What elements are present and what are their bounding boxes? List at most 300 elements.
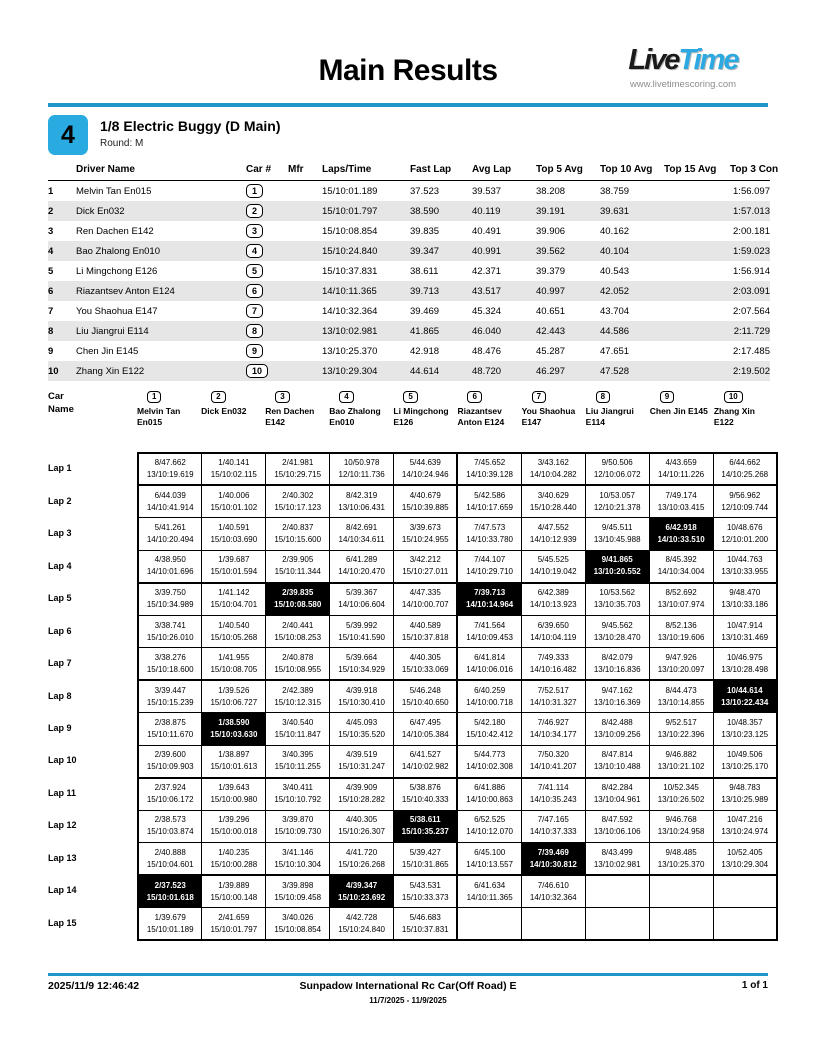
lap-cell: [394, 843, 458, 875]
lap-cell-time: 4/39.519: [346, 750, 378, 760]
lap-cell: [649, 583, 713, 615]
lap-cell-time: 7/44.107: [474, 555, 506, 565]
car-number-badge: 3: [275, 391, 289, 403]
lap-cell: [649, 485, 713, 517]
car-driver-name: Li Mingchong E126: [393, 406, 449, 427]
lap-cell: [521, 810, 585, 842]
lap-cell-time: 9/45.562: [601, 620, 633, 630]
lap-cell: [457, 485, 521, 517]
lap-cell-total: 15/10:08.580: [274, 600, 322, 610]
lap-cell-total: 15/10:08.705: [210, 664, 258, 674]
lap-cell: [521, 615, 585, 647]
lap-cell-time: 1/39.526: [218, 685, 250, 695]
lap-cell-total: 15/10:15.239: [146, 697, 194, 707]
lap-cell-time: 10/52.405: [726, 847, 763, 857]
lap-cell-time: 4/41.720: [346, 847, 378, 857]
laps-time-cell: 15/10:01.797: [322, 205, 378, 217]
lap-cell-total: 13/10:23.125: [721, 729, 769, 739]
lap-cell-total: 15/10:04.601: [146, 859, 194, 869]
result-row: [48, 281, 770, 301]
lap-cell: [649, 713, 713, 745]
lap-cell: [713, 453, 777, 485]
lap-label: Lap 3: [48, 528, 72, 539]
lap-cell: [521, 550, 585, 582]
top10-avg-cell: 40.543: [600, 265, 630, 277]
lap-cell-time: 1/40.591: [218, 523, 250, 533]
lap-cell: [585, 843, 649, 875]
lap-cell-total: 14/10:05.384: [401, 729, 449, 739]
lap-cell-time: 8/42.691: [346, 523, 378, 533]
lap-cell-time: 6/47.495: [409, 717, 441, 727]
top10-avg-cell: 40.162: [600, 225, 630, 237]
lap-cell: [330, 583, 394, 615]
lap-cell-time: 6/44.039: [154, 490, 186, 500]
top5-avg-cell: 39.906: [536, 225, 566, 237]
mfr-cell: [288, 341, 322, 361]
lap-cell-time: 1/40.540: [218, 620, 250, 630]
result-row: [48, 201, 770, 221]
lap-cell-time: 4/39.918: [346, 685, 378, 695]
result-row: [48, 261, 770, 281]
lap-cell-time: 3/40.540: [282, 717, 314, 727]
position-cell: 2: [48, 205, 54, 217]
fast-lap-cell: 42.918: [410, 345, 440, 357]
lap-cell-total: 13/10:03.415: [657, 502, 705, 512]
lap-cell-time: 2/40.888: [154, 847, 186, 857]
lap-cell-time: 4/39.347: [346, 880, 378, 890]
lap-cell-time: 5/39.992: [346, 620, 378, 630]
car-badge-wrap: [265, 390, 326, 406]
lap-cell-time: 1/40.235: [218, 847, 250, 857]
car-badge-wrap: [522, 390, 583, 406]
lap-cell-total: 13/10:22.434: [721, 697, 769, 707]
lap-cell: [394, 745, 458, 777]
lap-cell: [585, 485, 649, 517]
lap-cell: [457, 518, 521, 550]
laps-time-cell: 13/10:29.304: [322, 365, 378, 377]
lap-cell-time: 1/39.889: [218, 880, 250, 890]
lap-cell-time: 7/49.174: [665, 490, 697, 500]
lap-cell: [457, 648, 521, 680]
lap-cell-time: 3/39.673: [409, 523, 441, 533]
car-number-badge: 1: [147, 391, 161, 403]
lap-cell: [649, 875, 713, 907]
lap-cell-time: 8/47.814: [601, 750, 633, 760]
mfr-cell: [288, 281, 322, 301]
lap-cell-total: 15/10:09.730: [274, 827, 322, 837]
lap-cell-total: 13/10:45.988: [593, 535, 641, 545]
lap-cell-time: 1/39.687: [218, 555, 250, 565]
position-cell: 4: [48, 245, 54, 257]
car-number-badge: 2: [211, 391, 225, 403]
lap-row: [138, 745, 777, 777]
lap-cell-total: 13/10:35.703: [593, 600, 641, 610]
lap-chart-corner-label: [48, 390, 137, 452]
lap-cell: [649, 453, 713, 485]
lap-cell: [330, 713, 394, 745]
lap-cell: [713, 875, 777, 907]
lap-cell: [394, 778, 458, 810]
lap-cell-total: 15/10:33.373: [401, 892, 449, 902]
lap-cell: [394, 583, 458, 615]
footer-event-dates: 11/7/2025 - 11/9/2025: [369, 996, 447, 1005]
lap-label: Lap 10: [48, 755, 77, 766]
top10-avg-cell: 43.704: [600, 305, 630, 317]
lap-cell-time: 2/37.924: [154, 783, 186, 793]
lap-label: Lap 5: [48, 593, 72, 604]
laps-time-cell: 14/10:11.365: [322, 285, 377, 297]
car-column-header: [329, 390, 393, 452]
lap-cell-time: 10/48.676: [726, 523, 763, 533]
laps-time-cell: 15/10:24.840: [322, 245, 378, 257]
lap-cell: [585, 908, 649, 940]
top15-avg-cell: [664, 181, 730, 202]
lap-row: [138, 810, 777, 842]
top3-con-cell: 1:57.013: [733, 205, 770, 217]
lap-cell: [585, 518, 649, 550]
lap-cell-total: 13/10:28.470: [593, 632, 641, 642]
lap-cell-time: 3/38.741: [154, 620, 186, 630]
lap-cell-time: 10/47.914: [726, 620, 763, 630]
lap-cell: [138, 550, 202, 582]
lap-cell-total: 15/10:28.440: [529, 502, 577, 512]
car-number-cell: [246, 241, 288, 261]
lap-cell-total: 14/10:11.365: [466, 892, 513, 902]
lap-cell-time: 3/39.898: [282, 880, 314, 890]
lap-cell-total: 13/10:16.369: [593, 697, 641, 707]
top10-avg-cell: 38.759: [600, 185, 630, 197]
lap-cell: [330, 615, 394, 647]
lap-cell-total: 13/10:33.955: [721, 567, 769, 577]
result-row: [48, 181, 770, 202]
lap-cell-time: 4/40.589: [409, 620, 441, 630]
lap-cell-time: 9/48.783: [729, 783, 761, 793]
car-driver-name: Melvin Tan En015: [137, 406, 181, 427]
lap-cell-time: 6/41.814: [474, 652, 506, 662]
lap-cell: [266, 615, 330, 647]
top3-con-cell: 2:19.502: [733, 365, 770, 377]
lap-cell-time: 10/44.763: [726, 555, 763, 565]
lap-cell-total: 15/10:39.885: [401, 502, 449, 512]
car-badge-wrap: [650, 390, 711, 406]
lap-cell-time: 8/43.499: [601, 847, 633, 857]
top15-avg-cell: [664, 341, 730, 361]
lap-cell-time: 8/42.284: [601, 783, 633, 793]
lap-cell-time: 4/45.093: [346, 717, 378, 727]
lap-cell: [266, 583, 330, 615]
lap-cell-total: 14/10:34.177: [529, 729, 577, 739]
lap-cell: [330, 875, 394, 907]
lap-cell-total: 14/10:12.070: [466, 827, 513, 837]
position-cell: 7: [48, 305, 54, 317]
position-cell: 10: [48, 365, 59, 377]
lap-cell-time: 6/42.918: [665, 523, 697, 533]
lap-cell: [266, 485, 330, 517]
car-column-header: [522, 390, 586, 452]
car-driver-name: Dick En032: [201, 406, 247, 416]
lap-cell: [457, 745, 521, 777]
lap-cell-time: 5/44.639: [409, 458, 441, 468]
lap-cell-time: 5/43.531: [409, 880, 441, 890]
lap-cell-total: 15/10:12.315: [274, 697, 322, 707]
car-number-badge: 10: [246, 364, 268, 378]
lap-cell-total: 15/10:40.650: [401, 697, 449, 707]
lap-cell-total: 15/10:08.854: [274, 924, 322, 934]
car-badge-wrap: [329, 390, 390, 406]
lap-cell: [394, 713, 458, 745]
lap-cell: [585, 778, 649, 810]
lap-cell-time: 8/52.136: [665, 620, 697, 630]
lap-cell-time: 3/39.870: [282, 815, 314, 825]
car-number-cell: [246, 181, 288, 202]
lap-cell-time: 10/48.357: [726, 717, 763, 727]
lap-cell: [713, 648, 777, 680]
lap-chart-labels: [48, 390, 137, 941]
mfr-cell: [288, 301, 322, 321]
lap-cell-time: 7/47.573: [474, 523, 506, 533]
lap-cell: [521, 908, 585, 940]
lap-cell-total: 15/10:17.123: [274, 502, 322, 512]
lap-cell-time: 6/40.259: [474, 685, 506, 695]
lap-cell-time: 6/41.289: [346, 555, 378, 565]
lap-cell-time: 2/37.523: [154, 880, 186, 890]
lap-label: Lap 13: [48, 852, 77, 863]
lap-cell-total: 14/10:33.510: [657, 535, 705, 545]
lap-cell-time: 4/40.679: [409, 490, 441, 500]
lap-cell: [521, 648, 585, 680]
lap-cell-total: 15/10:01.613: [210, 762, 258, 772]
mfr-cell: [288, 181, 322, 202]
lap-cell: [394, 550, 458, 582]
lap-cell-total: 14/10:02.982: [401, 762, 449, 772]
lap-cell-time: 3/40.411: [282, 783, 313, 793]
lap-cell: [266, 648, 330, 680]
car-number-cell: [246, 281, 288, 301]
lap-cell: [266, 908, 330, 940]
lap-cell-total: 13/10:24.974: [721, 827, 769, 837]
lap-cell: [266, 713, 330, 745]
lap-chart-car-header-row: [137, 390, 778, 452]
lap-cell-time: 2/41.981: [282, 458, 314, 468]
driver-name-cell: Zhang Xin E122: [76, 365, 145, 377]
lap-cell-total: 14/10:06.604: [338, 600, 385, 610]
lap-cell-total: 13/10:06.431: [338, 502, 385, 512]
lap-cell-time: 7/52.517: [537, 685, 569, 695]
lap-cell: [394, 518, 458, 550]
car-number-cell: [246, 221, 288, 241]
car-number-badge: 2: [246, 204, 263, 218]
lap-cell-total: 15/10:26.307: [338, 827, 385, 837]
lap-cell-total: 15/10:09.458: [274, 892, 322, 902]
lap-cell-total: 14/10:13.923: [529, 600, 577, 610]
lap-cell-total: 15/10:08.253: [274, 632, 322, 642]
position-cell: 3: [48, 225, 54, 237]
lap-label: Lap 11: [48, 787, 77, 798]
footer-event-name: Sunpadow International Rc Car(Off Road) E: [299, 980, 517, 992]
lap-cell-total: 12/10:09.744: [721, 502, 769, 512]
lap-cell-total: 15/10:33.069: [401, 664, 449, 674]
lap-cell-time: 6/45.100: [474, 847, 506, 857]
lap-cell-time: 8/42.079: [601, 652, 633, 662]
lap-cell-time: 5/41.261: [154, 523, 186, 533]
lap-cell-time: 3/41.146: [282, 847, 314, 857]
lap-cell: [521, 518, 585, 550]
lap-row: [138, 648, 777, 680]
lap-cell-total: 15/10:06.727: [210, 697, 258, 707]
lap-row: [138, 518, 777, 550]
lap-cell-total: 14/10:16.482: [529, 664, 577, 674]
car-number-cell: [246, 301, 288, 321]
fast-lap-cell: 39.469: [410, 305, 440, 317]
lap-cell-total: 15/10:11.670: [147, 729, 194, 739]
lap-cell-time: 5/38.611: [409, 815, 441, 825]
lap-cell-time: 4/40.305: [346, 815, 378, 825]
lap-cell: [202, 908, 266, 940]
lap-cell: [649, 843, 713, 875]
car-column-header: [650, 390, 714, 452]
lap-row: [138, 550, 777, 582]
lap-cell-total: 12/10:11.736: [338, 470, 385, 480]
lap-cell: [585, 713, 649, 745]
lap-cell-time: 8/45.392: [665, 555, 697, 565]
lap-cell-total: 13/10:04.961: [593, 795, 641, 805]
lap-cell-total: 13/10:19.619: [146, 470, 194, 480]
results-col-header: Avg Lap: [472, 160, 536, 181]
lap-cell-total: 15/10:03.690: [210, 535, 258, 545]
lap-cell-total: 15/10:11.847: [274, 729, 321, 739]
lap-cell-time: 2/38.573: [154, 815, 186, 825]
lap-cell-total: 13/10:14.855: [657, 697, 705, 707]
lap-cell-time: 5/42.180: [474, 717, 506, 727]
avg-lap-cell: 40.991: [472, 245, 502, 257]
lap-cell-time: 4/40.305: [409, 652, 441, 662]
lap-cell-time: 6/52.525: [474, 815, 506, 825]
result-row: [48, 241, 770, 261]
lap-table-body: [138, 453, 777, 940]
lap-cell-total: 15/10:29.715: [274, 470, 322, 480]
lap-cell: [266, 518, 330, 550]
lap-cell: [394, 485, 458, 517]
top5-avg-cell: 38.208: [536, 185, 566, 197]
fast-lap-cell: 41.865: [410, 325, 440, 337]
lap-cell-total: 12/10:01.200: [721, 535, 769, 545]
lap-row: [138, 453, 777, 485]
result-row: [48, 301, 770, 321]
lap-cell-total: 13/10:29.304: [721, 859, 769, 869]
lap-cell-total: 15/10:23.692: [338, 892, 386, 902]
lap-cell: [394, 810, 458, 842]
car-number-badge: 4: [339, 391, 353, 403]
lap-label: Lap 9: [48, 722, 72, 733]
event-round: Round: M: [100, 138, 144, 149]
lap-cell-total: 15/10:24.840: [338, 924, 385, 934]
lap-cell-time: 9/48.470: [729, 588, 761, 598]
position-cell: 8: [48, 325, 54, 337]
lap-cell-time: 3/39.750: [154, 588, 186, 598]
lap-row: [138, 485, 777, 517]
lap-cell-time: 10/44.614: [726, 685, 763, 695]
top3-con-cell: 1:56.914: [733, 265, 770, 277]
lap-cell: [457, 453, 521, 485]
lap-cell-total: 13/10:16.836: [593, 664, 641, 674]
car-number-cell: [246, 361, 288, 381]
top5-avg-cell: 39.562: [536, 245, 566, 257]
footer-divider: [48, 973, 768, 976]
mfr-cell: [288, 201, 322, 221]
mfr-cell: [288, 361, 322, 381]
lap-cell-total: 14/10:14.964: [466, 600, 514, 610]
lap-cell: [521, 745, 585, 777]
lap-cell: [521, 680, 585, 712]
lap-cell-total: 15/10:03.874: [146, 827, 194, 837]
driver-name-cell: Bao Zhalong En010: [76, 245, 160, 257]
lap-cell-total: 13/10:20.552: [593, 567, 641, 577]
lap-cell-total: 14/10:01.696: [146, 567, 194, 577]
fast-lap-cell: 39.713: [410, 285, 440, 297]
lap-cell-time: 5/39.427: [409, 847, 441, 857]
lap-cell-time: 7/39.713: [474, 588, 506, 598]
lap-cell-time: 10/52.345: [663, 783, 699, 793]
lap-cell: [713, 908, 777, 940]
lap-cell-total: 14/10:09.453: [466, 632, 513, 642]
lap-cell-total: 15/10:41.590: [338, 632, 385, 642]
top15-avg-cell: [664, 261, 730, 281]
livetime-logo-text: [598, 44, 768, 77]
lap-cell-total: 14/10:13.557: [466, 859, 513, 869]
lap-label: Lap 12: [48, 820, 77, 831]
driver-name-cell: Melvin Tan En015: [76, 185, 152, 197]
laps-time-cell: 15/10:01.189: [322, 185, 378, 197]
top10-avg-cell: 44.586: [600, 325, 630, 337]
lap-cell-total: 14/10:00.707: [401, 600, 449, 610]
car-number-badge: 5: [403, 391, 417, 403]
lap-cell: [585, 810, 649, 842]
lap-cell-total: 14/10:41.207: [529, 762, 577, 772]
results-table: [48, 160, 779, 381]
top10-avg-cell: 40.104: [600, 245, 630, 257]
lap-cell-total: 14/10:00.718: [466, 697, 513, 707]
lap-cell: [330, 745, 394, 777]
results-header-row: [48, 160, 770, 181]
top5-avg-cell: 46.297: [536, 365, 566, 377]
lap-cell: [585, 648, 649, 680]
lap-cell-time: 5/39.664: [346, 652, 378, 662]
top3-con-cell: 2:07.564: [733, 305, 770, 317]
lap-cell: [585, 745, 649, 777]
results-col-header: Top 15 Avg: [664, 160, 730, 181]
page-title: Main Results: [318, 54, 498, 87]
lap-row: [138, 615, 777, 647]
lap-cell-time: 6/42.389: [537, 588, 569, 598]
lap-cell-time: 1/39.296: [218, 815, 250, 825]
header-divider: [48, 103, 768, 107]
lap-cell-total: 14/10:20.470: [338, 567, 385, 577]
car-number-badge: 8: [596, 391, 610, 403]
lap-cell-total: 15/10:31.865: [401, 859, 449, 869]
lap-cell: [521, 583, 585, 615]
avg-lap-cell: 43.517: [472, 285, 502, 297]
lap-cell-time: 9/41.865: [601, 555, 633, 565]
lap-cell: [585, 583, 649, 615]
top15-avg-cell: [664, 361, 730, 381]
lap-cell-total: 15/10:11.344: [274, 567, 321, 577]
lap-cell-total: 14/10:20.494: [146, 535, 194, 545]
lap-cell-total: 15/10:01.797: [210, 924, 258, 934]
lap-cell: [266, 550, 330, 582]
driver-name-cell: Riazantsev Anton E124: [76, 285, 175, 297]
lap-cell-time: 8/42.488: [601, 717, 633, 727]
lap-cell: [330, 648, 394, 680]
